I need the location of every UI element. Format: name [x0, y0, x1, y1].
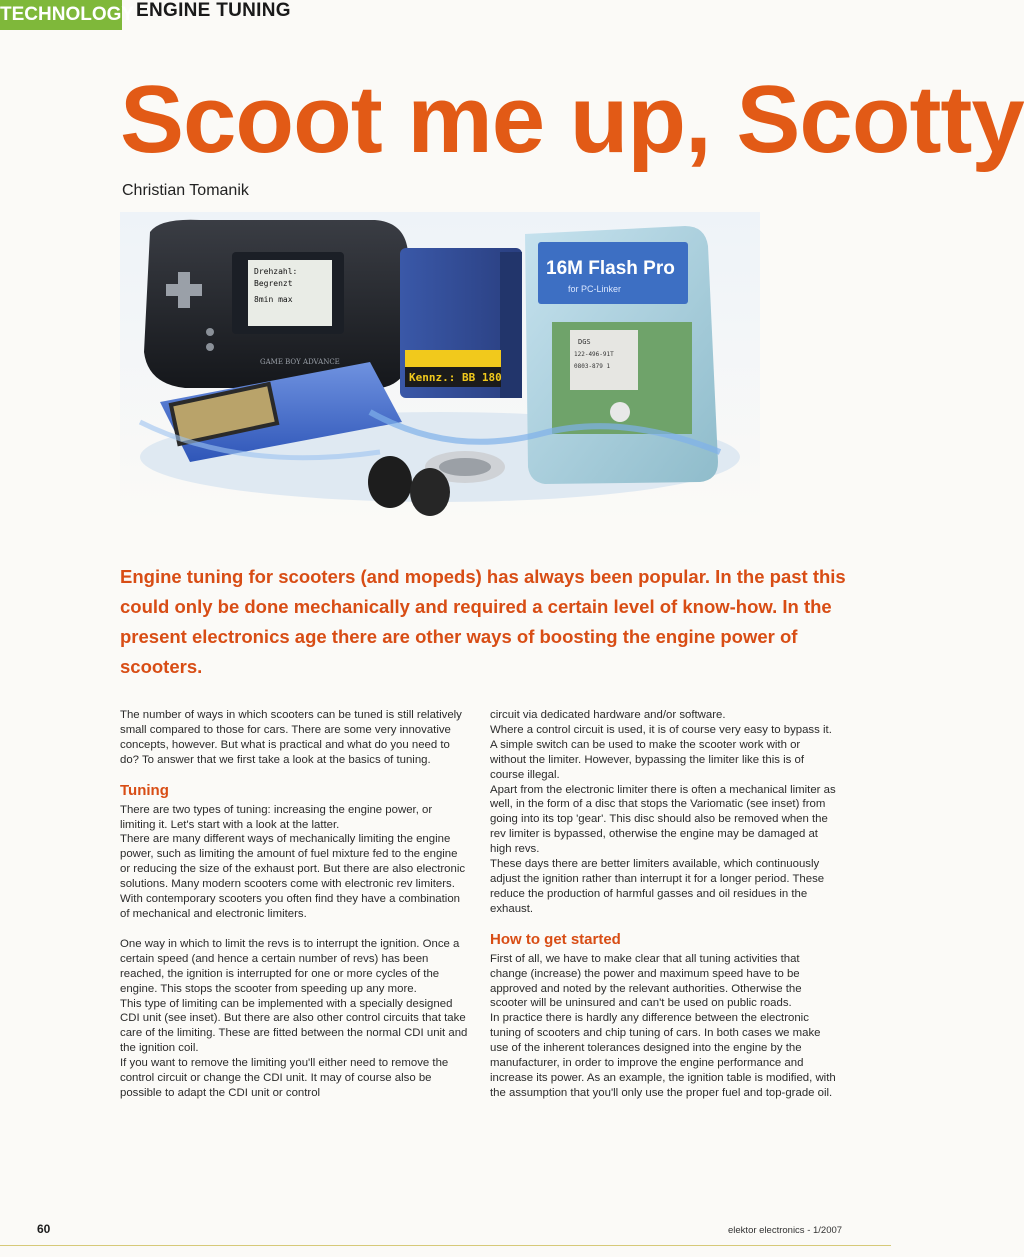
adapter-box	[400, 248, 522, 398]
tuning-paragraph-3: One way in which to limit the revs is to interrupt the ignition. Once a certain speed (and hence a certain number of revs) has been reached, the ignition is interrupted for one or more cycles of the engine. This stops the scooter from speeding up any more.	[120, 937, 460, 995]
section-tag: TECHNOLOGY	[0, 0, 122, 30]
heading-tuning: Tuning	[120, 781, 169, 799]
console-brand: GAME BOY ADVANCE	[260, 358, 340, 366]
cartridge-title: 16M Flash Pro	[546, 258, 675, 279]
screen-line-2: Begrenzt	[254, 279, 293, 288]
tuning-paragraph-1: There are two types of tuning: increasing the engine power, or limiting it. Let's start with a look at the latter.	[120, 803, 433, 831]
cartridge-subtitle: for PC-Linker	[568, 284, 622, 294]
author-name: Christian Tomanik	[122, 182, 249, 199]
tuning-paragraph-5: If you want to remove the limiting you'll either need to remove the control circuit or change the CDI unit. It may of course also be possible to adapt the CDI unit or control	[120, 1057, 449, 1099]
screen-line-3: 8min max	[254, 295, 293, 304]
footer-rule	[0, 1245, 891, 1246]
heading-how-to-get-started: How to get started	[490, 930, 621, 948]
left-column	[120, 708, 468, 1101]
article-title: Scoot me up, Scotty	[120, 66, 1024, 173]
right-column	[490, 708, 838, 1101]
right-paragraph-5: First of all, we have to make clear that all tuning activities that change (increase) the power and maximum speed have to be approved and noted by the relevant authorities. Otherwise the scooter will be uninsured and can't be used on public roads.	[490, 952, 802, 1010]
right-paragraph-2: Where a control circuit is used, it is of course very easy to bypass it. A simple switch can be used to make the scooter work with or without the limiter. However, bypassing the limiter like this is of course illegal.	[490, 723, 832, 781]
page-number: 60	[37, 1222, 51, 1236]
flash-cartridge	[525, 226, 718, 484]
right-paragraph-1: circuit via dedicated hardware and/or software.	[490, 709, 726, 721]
tuning-paragraph-2: There are many different ways of mechanically limiting the engine power, such as limiting the amount of fuel mixture fed to the engine or reducing the size of the exhaust port. But there are also electronic solutions. Many modern scooters come with electronic rev limiters. With contemporary scooters you often find they have a combination of mechanical and electronic limiters.	[120, 833, 466, 920]
right-paragraph-3: Apart from the electronic limiter there is often a mechanical limiter as well, in the form of a disc that stops the Variomatic (see inset) from going into its top 'gear'. This disc should also be removed when the rev limiter is bypassed, otherwise the engine may be damaged at high revs.	[490, 783, 836, 856]
right-paragraph-4: These days there are better limiters available, which continuously adjust the ignition rather than interrupt it for a longer period. These reduce the production of harmful gasses and oil residues in the exhaust.	[490, 858, 825, 915]
rubber-knob-left	[368, 456, 412, 508]
lead-paragraph: Engine tuning for scooters (and mopeds) has always been popular. In the past this could only be done mechanically and required a certain level of know-how. In the present electronics age there are other ways of boosting the engine power of scooters.	[120, 566, 846, 677]
right-paragraph-6: In practice there is hardly any difference between the electronic tuning of scooters and chip tuning of cars. In both cases we make use of the inherent tolerances designed into the engine by the manufacturer, in order to improve the engine performance and increase its power. As an example, the ignition table is modified, with the assumption that you'll only use the proper fuel and top-grade oil.	[490, 1012, 836, 1099]
plate-label: Kennz.: BB 180	[409, 371, 502, 384]
chip-label-2: 122-496-91T	[574, 351, 614, 358]
hero-photo	[120, 212, 760, 522]
chip-label-1: DGS	[578, 338, 591, 346]
publication-footer: elektor electronics - 1/2007	[728, 1225, 843, 1236]
rubber-knob-right	[410, 468, 450, 516]
intro-paragraph: The number of ways in which scooters can be tuned is still relatively small compared to those for cars. There are some very innovative concepts, however. But what is practical and what do you need to do? To answer that we first take a look at the basics of tuning.	[120, 709, 462, 766]
tuning-paragraph-4: This type of limiting can be implemented with a specially designed CDI unit (see inset). But there are also other control circuits that take care of the limiting. These are fitted between the normal CDI unit and the ignition coil.	[120, 997, 468, 1055]
section-subtitle: ENGINE TUNING	[136, 0, 291, 21]
chip-label-3: 0803-879 1	[574, 363, 611, 370]
screen-line-1: Drehzahl:	[254, 267, 298, 276]
